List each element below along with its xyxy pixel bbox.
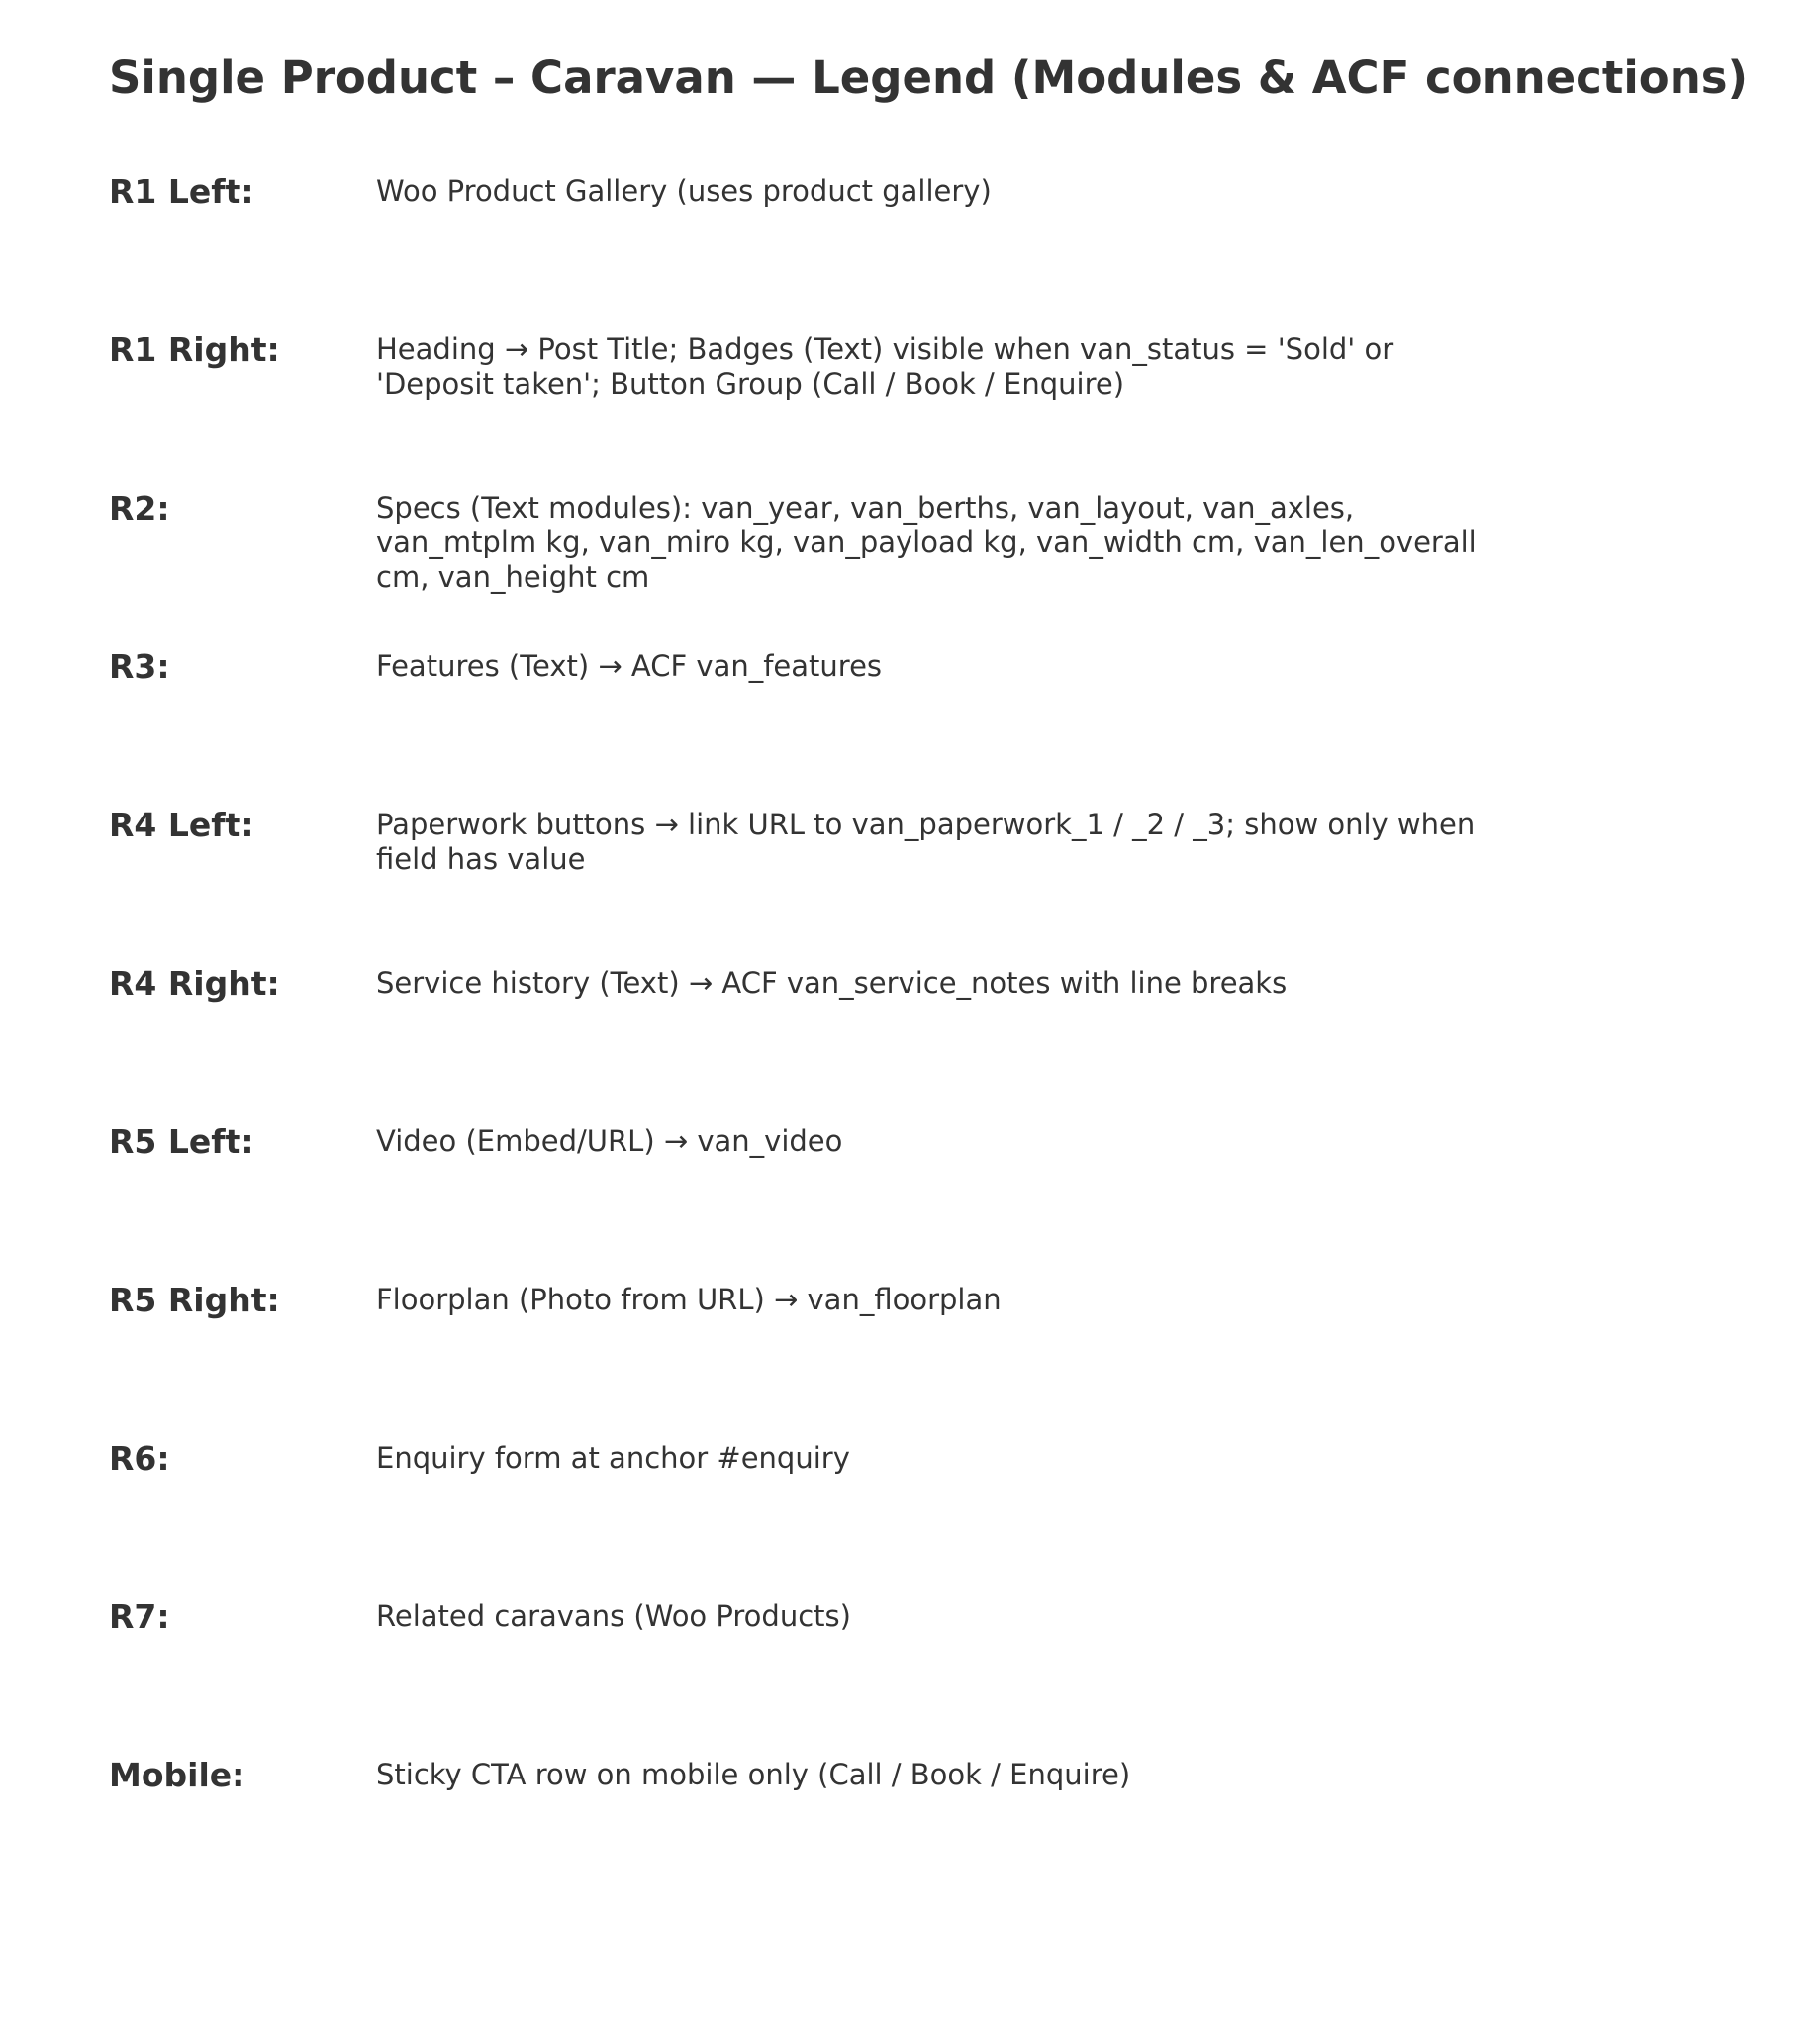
legend-key: R1 Left: bbox=[109, 172, 254, 211]
legend-description: Specs (Text modules): van_year, van_berths, van_layout, van_axles, van_mtplm kg, van_miro kg, van_payload kg, van_width cm, van_len_overall cm, van_height cm bbox=[376, 491, 1477, 594]
legend-description: Related caravans (Woo Products) bbox=[376, 1599, 851, 1633]
legend-description: Features (Text) → ACF van_features bbox=[376, 649, 883, 683]
legend-description: Woo Product Gallery (uses product gallery) bbox=[376, 174, 992, 208]
legend-key: Mobile: bbox=[109, 1756, 245, 1794]
legend-description: Enquiry form at anchor #enquiry bbox=[376, 1441, 850, 1475]
legend-description: Sticky CTA row on mobile only (Call / Book / Enquire) bbox=[376, 1758, 1131, 1791]
legend-key: R1 Right: bbox=[109, 331, 280, 369]
legend-description: Floorplan (Photo from URL) → van_floorplan bbox=[376, 1283, 1002, 1316]
legend-key: R4 Right: bbox=[109, 964, 280, 1003]
legend-key: R2: bbox=[109, 489, 170, 528]
legend-description: Video (Embed/URL) → van_video bbox=[376, 1124, 843, 1158]
page-title: Single Product – Caravan — Legend (Modules & ACF connections) bbox=[109, 51, 1749, 104]
legend-description: Service history (Text) → ACF van_service_notes with line breaks bbox=[376, 966, 1288, 1000]
legend-key: R3: bbox=[109, 647, 170, 686]
legend-key: R6: bbox=[109, 1439, 170, 1478]
legend-key: R5 Left: bbox=[109, 1122, 254, 1161]
legend-key: R4 Left: bbox=[109, 806, 254, 844]
legend-description: Paperwork buttons → link URL to van_paperwork_1 / _2 / _3; show only when field has value bbox=[376, 808, 1476, 876]
legend-key: R7: bbox=[109, 1597, 170, 1636]
legend-description: Heading → Post Title; Badges (Text) visible when van_status = 'Sold' or 'Deposit taken'; Button Group (Call / Book / Enquire) bbox=[376, 333, 1394, 401]
legend-key: R5 Right: bbox=[109, 1281, 280, 1319]
